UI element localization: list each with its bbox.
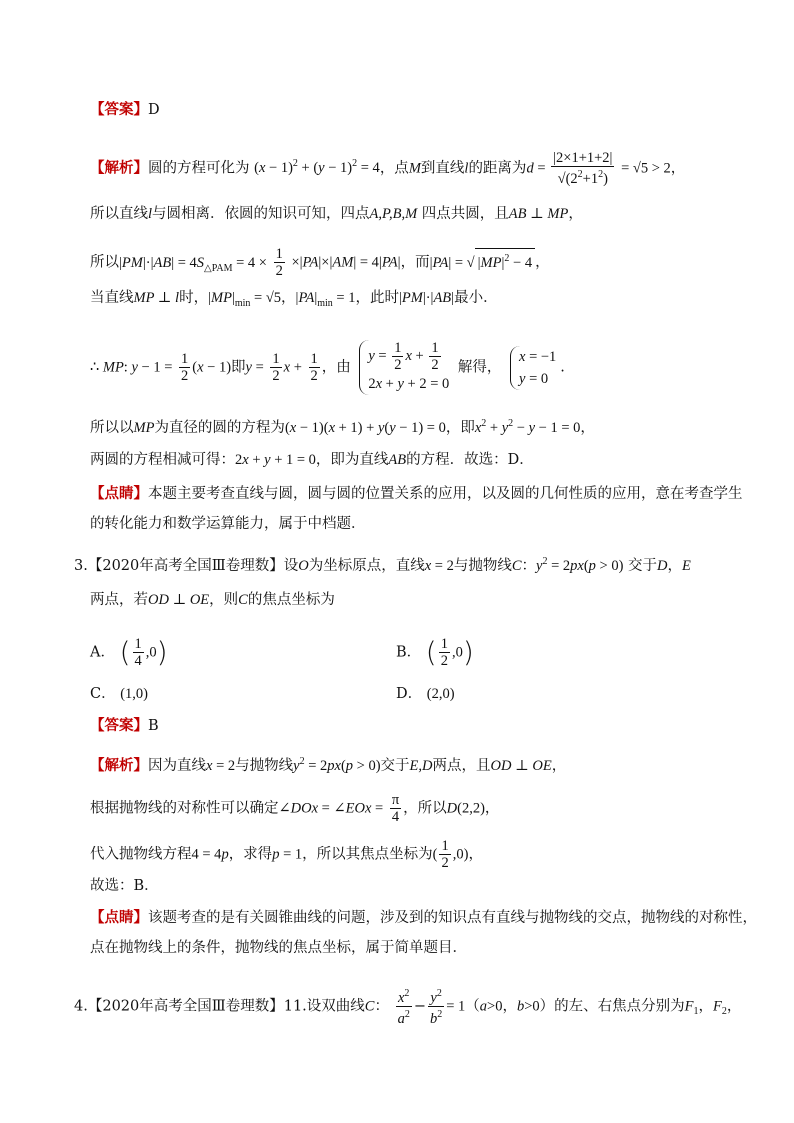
q2-jiexi-line-6: 所以以MP为直径的圆的方程为(x − 1)(x + 1) + y(y − 1) = 0，即$x^2 + y^2 - y - 1 = 0$， [90, 418, 595, 436]
text: 当直线 [90, 290, 134, 306]
equation-system: y = $\frac{1}{2}$ x + $\frac{1}{2}$ 2x + y + 2 = 0 [359, 340, 449, 395]
math: p = 1 [272, 846, 303, 863]
text: ，所以 [403, 800, 447, 817]
q2-jiexi-line-3: 所以$|PM|\cdot|AB| = 4S_{\triangle PAM} = 4$ × $\frac{1}{2}$ ×|PA|×|AM| = 4|PA|，而|PA| = √ $|MP|^2 - 4$ ， [90, 246, 550, 279]
text: 故选：B． [90, 878, 159, 894]
dianjing-tag: 【点睛】 [90, 909, 148, 926]
x-over-a-fraction: $\frac{x^2}{a^2}$ [397, 988, 410, 1027]
math: $x^2 + y^2 - y - 1 = 0$ [474, 418, 581, 436]
distance-fraction: $\frac{|2\times 1+1+2|}{√(2^2+1^2)}$ [553, 150, 613, 187]
q2-answer-line [90, 100, 160, 120]
text: 根据抛物线的对称性可以确定 [90, 800, 279, 817]
text: 即 [231, 359, 246, 376]
math: = [533, 160, 550, 177]
q3-stem-line-1: 3.【2020年高考全国Ⅲ卷理数】设O为坐标原点，直线x = 2与抛物线C：$y^2 = 2px(p > 0)$ 交于D，E [74, 556, 691, 574]
text: ，此时 [355, 290, 399, 306]
text: 所以 [90, 254, 119, 271]
math: AB ⊥ MP [508, 206, 569, 222]
math: l [464, 160, 469, 177]
math: |PA| = √ $|MP|^2 - 4$ [430, 255, 536, 271]
text: ，所以其焦点坐标为 [302, 846, 433, 863]
q3-stem-line-2 [90, 590, 335, 610]
text: 到直线 [420, 160, 465, 177]
q2-dianjing-line-2 [90, 514, 366, 534]
math: d [526, 160, 534, 177]
math: M [408, 160, 421, 177]
math: ×|PA|×|AM| = 4|PA| [291, 254, 401, 271]
text: 两点，若 [90, 592, 148, 608]
text: 的转化能力和数学运算能力，属于中档题． [90, 516, 366, 532]
text: 圆的方程可化为 [148, 160, 250, 177]
text: 因为直线 [148, 757, 206, 774]
option-label: C． [90, 686, 116, 702]
math: = 1（a>0，b>0） [446, 998, 555, 1015]
q3-option-b: B． ( $\frac{1}{2}$ ,0) [396, 635, 474, 669]
half-fraction: $\frac{1}{2}$ [441, 838, 449, 871]
jiexi-tag: 【解析】 [90, 756, 148, 774]
text: 该题考查的是有关圆锥曲线的问题，涉及到的知识点有直线与抛物线的交点，抛物线的对称性， [148, 910, 757, 926]
half-fraction: $\frac{1}{2}$ [440, 636, 448, 669]
math: 4 = 4p [191, 846, 229, 863]
text: ，而 [400, 254, 430, 271]
math: ∠DOx = ∠EOx = [278, 800, 384, 817]
text: 为直径的圆的方程为 [154, 419, 285, 436]
answer-value: B [148, 718, 159, 734]
math: ∴ MP: y − 1 = [90, 359, 173, 376]
math: AB [388, 452, 407, 468]
text: 设 [283, 557, 299, 574]
q2-jiexi-line-1: 【解析】圆的方程可化为 $(x - 1)^2 + (y - 1)^2 = 4$，点M到直线l的距离为d = $\frac{|2\times 1+1+2|}{√(2^2+1^2)}$ = √5 > 2， [90, 150, 686, 187]
text: 与抛物线 [453, 557, 512, 574]
math: = √5 > 2 [621, 160, 671, 177]
q4-stem-line-1: 4.【2020年高考全国Ⅲ卷理数】11.设双曲线C： $\frac{x^2}{a^2}$ − $\frac{y^2}{b^2}$ = 1（a>0，b>0）的左、右焦点分别为$F_1$，$F_2$， [74, 988, 742, 1027]
text: 所以直线 [90, 206, 148, 222]
math: $|PA|_{min} = 1$ [295, 290, 356, 309]
answer-tag: 【答案】 [90, 717, 148, 734]
text: ，由 [321, 359, 351, 376]
math: C [238, 592, 248, 608]
q2-jiexi-line-7 [90, 450, 534, 470]
math: O [298, 557, 309, 574]
math: C [364, 998, 375, 1015]
q3-jiexi-line-3: 代入抛物线方程4 = 4p，求得p = 1，所以其焦点坐标为( $\frac{1}{2}$ ,0)， [90, 838, 483, 871]
q2-jiexi-line-4: 当直线MP ⊥ l时，$|MP|_{min} = √5$，$|PA|_{min} = 1$，此时|PM|·|AB|最小． [90, 290, 498, 309]
q2-jiexi-line-5: ∴ MP: y − 1 = $\frac{1}{2}$ (x − 1)即y = $\frac{1}{2}$ x + $\frac{1}{2}$ ，由 y = $\frac{1}{2}$ x + $\frac{1}{2}$ 2x + y + 2 = 0 解得， x = −1 y = 0 . [90, 340, 565, 395]
option-label: D． [396, 686, 423, 702]
question-number: 3. [74, 557, 88, 574]
math: MP [133, 419, 155, 436]
text: ，即 [445, 419, 475, 436]
question-source: 【2020年高考全国Ⅲ卷理数】 [87, 998, 284, 1015]
text: 代入抛物线方程 [90, 846, 192, 863]
math: MP ⊥ l [133, 290, 180, 306]
text: 为坐标原点，直线 [308, 557, 425, 574]
text: 点在抛物线上的条件，抛物线的焦点坐标，属于简单题目． [90, 940, 467, 956]
half-fraction: $\frac{1}{2}$ [180, 351, 189, 384]
text: 两点，且 [432, 757, 491, 774]
math: OD ⊥ OE [148, 592, 210, 608]
half-fraction: $\frac{1}{2}$ [310, 351, 318, 384]
q3-jiexi-line-2: 根据抛物线的对称性可以确定∠DOx = ∠EOx = $\frac{\pi}{4}$ ，所以D(2,2)， [90, 792, 500, 825]
y-over-b-fraction: $\frac{y^2}{b^2}$ [429, 988, 443, 1027]
text: 的距离为 [468, 160, 527, 177]
text: 11.设双曲线 [283, 998, 365, 1015]
question-source: 【2020年高考全国Ⅲ卷理数】 [87, 557, 284, 574]
math: $|MP|_{min} = √5$ [208, 290, 282, 309]
math: $(x - 1)^2 + (y - 1)^2 = 4$ [254, 158, 380, 177]
text: 所以以 [90, 419, 134, 436]
q3-dianjing-line-1 [90, 908, 757, 928]
q2-dianjing-line-1 [90, 484, 743, 504]
q3-jiexi-line-4 [90, 876, 159, 896]
pi-quarter-fraction: $\frac{\pi}{4}$ [391, 792, 400, 825]
dianjing-tag: 【点睛】 [90, 485, 148, 502]
option-value: (2,0) [426, 686, 455, 702]
math: $|PM|\cdot|AB| = 4S_{\triangle PAM} = 4$ × [119, 254, 267, 274]
q3-option-a: A． ( $\frac{1}{4}$ ,0) [90, 635, 168, 669]
text: 交于 [628, 557, 658, 574]
text: 的方程．故选：D． [406, 452, 534, 468]
option-label: A． [90, 644, 115, 661]
math: F [684, 998, 694, 1015]
quarter-fraction: $\frac{1}{4}$ [134, 636, 142, 669]
math: 2x + y + 1 = 0 [235, 452, 316, 468]
math: A,P,B,M [369, 206, 418, 222]
math: |PM|·|AB| [398, 290, 455, 306]
text: 本题主要考查直线与圆，圆与圆的位置关系的应用，以及圆的几何性质的应用，意在考查学生 [148, 486, 743, 502]
text: ，则 [209, 592, 239, 608]
math: $y^2 = 2px(p > 0)$ [293, 756, 381, 774]
option-value: (1,0) [120, 686, 149, 702]
q3-dianjing-line-2 [90, 938, 467, 958]
text: 与抛物线 [235, 757, 294, 774]
text: 的焦点坐标为 [247, 592, 335, 608]
math: x = 2 [424, 557, 454, 574]
text: 最小． [454, 290, 498, 306]
solution-system: x = −1 y = 0 [510, 346, 556, 390]
text: ，即为直线 [315, 452, 389, 468]
text: 时， [179, 290, 209, 306]
q3-answer-line [90, 716, 159, 736]
text: 与圆相离．依圆的知识可知，四点 [152, 206, 370, 222]
text: 两圆的方程相减可得： [90, 452, 235, 468]
text: ，点 [379, 160, 409, 177]
q2-jiexi-line-2: 所以直线l与圆相离．依圆的知识可知，四点A,P,B,M 四点共圆，且AB ⊥ MP， [90, 206, 583, 222]
text: 的左、右焦点分别为 [554, 998, 685, 1015]
q3-option-d [396, 684, 455, 704]
text: 交于 [380, 757, 410, 774]
q3-option-c [90, 684, 148, 704]
math: (x − 1)(x + 1) + y(y − 1) = 0 [284, 419, 446, 436]
answer-value: D [148, 102, 160, 118]
math: C：$y^2 = 2px(p > 0)$ [511, 556, 624, 574]
text: ，求得 [228, 846, 273, 863]
math: l [148, 206, 153, 222]
math: D(2,2) [446, 800, 485, 817]
q3-jiexi-line-1: 【解析】因为直线x = 2与抛物线$y^2 = 2px(p > 0)$交于E,D两点，且OD ⊥ OE， [90, 756, 567, 774]
question-number: 4. [74, 998, 88, 1015]
math: x = 2 [206, 757, 236, 774]
half-fraction: $\frac{1}{2}$ [272, 351, 280, 384]
jiexi-tag: 【解析】 [90, 159, 148, 177]
half-fraction: $\frac{1}{2}$ [275, 246, 283, 279]
answer-tag: 【答案】 [90, 101, 148, 118]
option-label: B． [396, 644, 422, 661]
text: 四点共圆，且 [421, 206, 509, 222]
text: 解得， [457, 359, 502, 376]
